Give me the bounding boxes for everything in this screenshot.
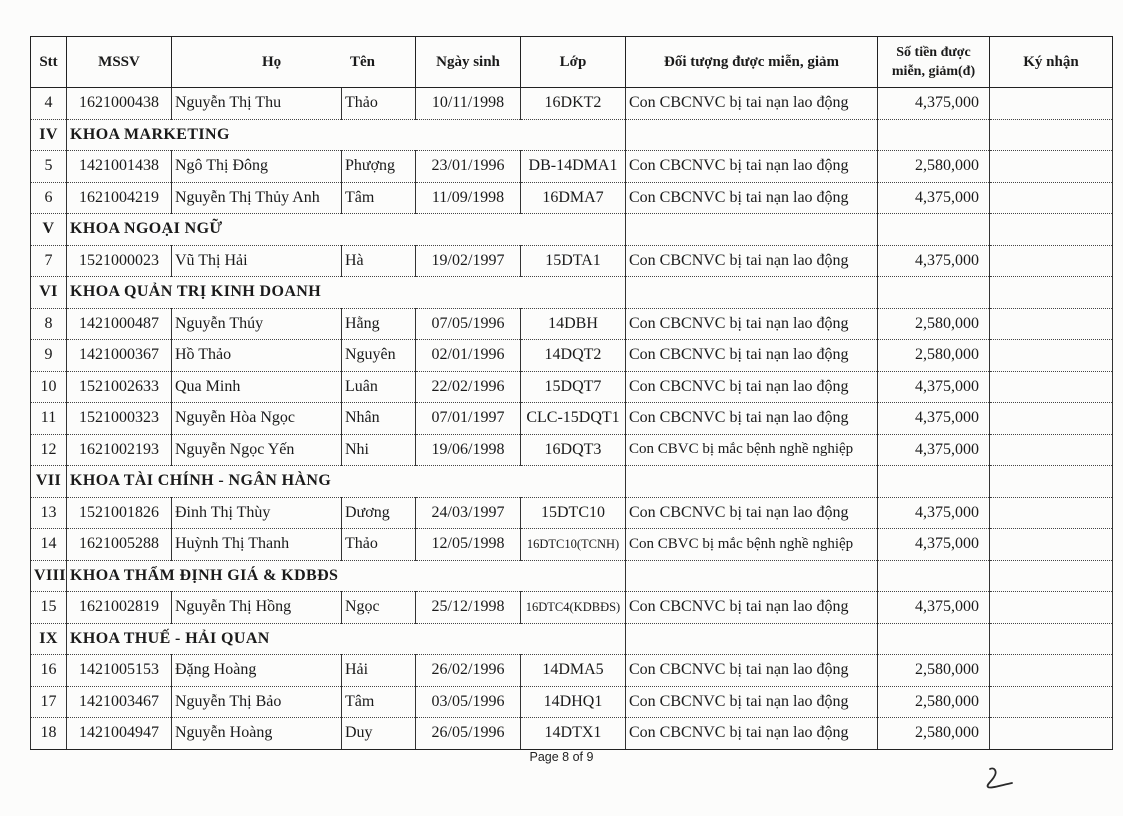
cell-empty <box>990 560 1113 592</box>
cell-ho: Nguyễn Hoàng <box>172 718 342 750</box>
cell-lop: 14DTX1 <box>521 718 626 750</box>
cell-empty <box>626 623 878 655</box>
cell-lop: 16DQT3 <box>521 434 626 466</box>
table-row <box>31 88 1113 120</box>
table-row <box>31 245 1113 277</box>
header-stt: Stt <box>31 37 67 88</box>
cell-empty <box>878 214 990 246</box>
header-sotien-line2: miễn, giảm(đ) <box>891 64 976 79</box>
cell-lop: 14DQT2 <box>521 340 626 372</box>
cell-stt: 6 <box>31 182 67 214</box>
cell-mssv: 1421003467 <box>67 686 172 718</box>
section-row <box>31 466 1113 498</box>
cell-empty <box>878 623 990 655</box>
signature-mark <box>980 765 1020 795</box>
cell-sotien: 4,375,000 <box>878 497 990 529</box>
cell-stt: 12 <box>31 434 67 466</box>
cell-ho: Nguyễn Hòa Ngọc <box>172 403 342 435</box>
cell-stt: 11 <box>31 403 67 435</box>
cell-ngaysinh: 26/05/1996 <box>416 718 521 750</box>
header-ho-ten <box>172 37 416 88</box>
cell-ngaysinh: 26/02/1996 <box>416 655 521 687</box>
cell-ten: Nguyên <box>342 340 416 372</box>
cell-stt: 13 <box>31 497 67 529</box>
cell-lop: 14DMA5 <box>521 655 626 687</box>
table-row <box>31 308 1113 340</box>
cell-stt: 9 <box>31 340 67 372</box>
cell-doituong: Con CBCNVC bị tai nạn lao động <box>626 340 878 372</box>
cell-kynhan <box>990 655 1113 687</box>
header-sotien <box>878 37 990 88</box>
cell-ngaysinh: 25/12/1998 <box>416 592 521 624</box>
cell-mssv: 1421001438 <box>67 151 172 183</box>
section-title: KHOA THẨM ĐỊNH GIÁ & KDBĐS <box>67 560 521 592</box>
section-number: VI <box>31 277 67 309</box>
cell-doituong: Con CBCNVC bị tai nạn lao động <box>626 592 878 624</box>
section-title: KHOA THUẾ - HẢI QUAN <box>67 623 521 655</box>
table-row <box>31 371 1113 403</box>
cell-lop: 15DQT7 <box>521 371 626 403</box>
cell-kynhan <box>990 497 1113 529</box>
cell-empty <box>990 214 1113 246</box>
table-row <box>31 403 1113 435</box>
cell-doituong: Con CBCNVC bị tai nạn lao động <box>626 182 878 214</box>
header-mssv: MSSV <box>67 37 172 88</box>
section-number: VII <box>31 466 67 498</box>
header-ngaysinh: Ngày sinh <box>416 37 521 88</box>
cell-ngaysinh: 11/09/1998 <box>416 182 521 214</box>
cell-doituong: Con CBCNVC bị tai nạn lao động <box>626 718 878 750</box>
cell-empty <box>626 560 878 592</box>
cell-mssv: 1621005288 <box>67 529 172 561</box>
cell-ho: Đặng Hoàng <box>172 655 342 687</box>
cell-ho: Huỳnh Thị Thanh <box>172 529 342 561</box>
table-row <box>31 718 1113 750</box>
cell-mssv: 1621002819 <box>67 592 172 624</box>
cell-empty <box>990 466 1113 498</box>
cell-doituong: Con CBCNVC bị tai nạn lao động <box>626 403 878 435</box>
table-row <box>31 497 1113 529</box>
cell-doituong: Con CBCNVC bị tai nạn lao động <box>626 245 878 277</box>
cell-empty <box>521 277 626 309</box>
cell-mssv: 1421000367 <box>67 340 172 372</box>
table-header-row <box>31 37 1113 88</box>
cell-sotien: 4,375,000 <box>878 371 990 403</box>
cell-ten: Hải <box>342 655 416 687</box>
cell-mssv: 1521000323 <box>67 403 172 435</box>
cell-empty <box>521 560 626 592</box>
section-row <box>31 214 1113 246</box>
cell-sotien: 4,375,000 <box>878 182 990 214</box>
cell-lop: 15DTA1 <box>521 245 626 277</box>
cell-kynhan <box>990 371 1113 403</box>
table-row <box>31 655 1113 687</box>
cell-kynhan <box>990 308 1113 340</box>
cell-doituong: Con CBVC bị mắc bệnh nghề nghiệp <box>626 434 878 466</box>
cell-lop: CLC-15DQT1 <box>521 403 626 435</box>
cell-ten: Phượng <box>342 151 416 183</box>
cell-ngaysinh: 10/11/1998 <box>416 88 521 120</box>
cell-kynhan <box>990 182 1113 214</box>
cell-ngaysinh: 19/02/1997 <box>416 245 521 277</box>
cell-kynhan <box>990 718 1113 750</box>
cell-empty <box>521 119 626 151</box>
cell-doituong: Con CBCNVC bị tai nạn lao động <box>626 371 878 403</box>
cell-kynhan <box>990 592 1113 624</box>
cell-ten: Hằng <box>342 308 416 340</box>
cell-doituong: Con CBCNVC bị tai nạn lao động <box>626 686 878 718</box>
cell-stt: 10 <box>31 371 67 403</box>
cell-ngaysinh: 22/02/1996 <box>416 371 521 403</box>
cell-doituong: Con CBCNVC bị tai nạn lao động <box>626 655 878 687</box>
cell-stt: 18 <box>31 718 67 750</box>
header-ten: Tên <box>349 53 375 70</box>
cell-sotien: 4,375,000 <box>878 245 990 277</box>
cell-ten: Thảo <box>342 88 416 120</box>
cell-sotien: 4,375,000 <box>878 88 990 120</box>
cell-ngaysinh: 24/03/1997 <box>416 497 521 529</box>
table-body <box>31 88 1113 750</box>
section-row <box>31 119 1113 151</box>
cell-mssv: 1621000438 <box>67 88 172 120</box>
cell-kynhan <box>990 340 1113 372</box>
cell-ho: Vũ Thị Hải <box>172 245 342 277</box>
cell-ten: Thảo <box>342 529 416 561</box>
cell-empty <box>626 119 878 151</box>
cell-mssv: 1621004219 <box>67 182 172 214</box>
cell-ho: Đinh Thị Thùy <box>172 497 342 529</box>
cell-ho: Nguyễn Ngọc Yến <box>172 434 342 466</box>
page-number: Page 8 of 9 <box>529 750 594 764</box>
section-title: KHOA NGOẠI NGỮ <box>67 214 521 246</box>
section-title: KHOA MARKETING <box>67 119 521 151</box>
cell-ngaysinh: 07/05/1996 <box>416 308 521 340</box>
cell-doituong: Con CBCNVC bị tai nạn lao động <box>626 308 878 340</box>
cell-empty <box>878 119 990 151</box>
cell-empty <box>878 466 990 498</box>
cell-empty <box>878 560 990 592</box>
cell-ngaysinh: 03/05/1996 <box>416 686 521 718</box>
cell-lop: 14DBH <box>521 308 626 340</box>
cell-ho: Hồ Thảo <box>172 340 342 372</box>
cell-ho: Qua Minh <box>172 371 342 403</box>
cell-empty <box>990 119 1113 151</box>
table-row <box>31 686 1113 718</box>
cell-mssv: 1521001826 <box>67 497 172 529</box>
cell-ho: Ngô Thị Đông <box>172 151 342 183</box>
section-row <box>31 623 1113 655</box>
header-lop: Lớp <box>521 37 626 88</box>
cell-doituong: Con CBVC bị mắc bệnh nghề nghiệp <box>626 529 878 561</box>
cell-mssv: 1421005153 <box>67 655 172 687</box>
cell-lop: 14DHQ1 <box>521 686 626 718</box>
cell-ten: Ngọc <box>342 592 416 624</box>
cell-ngaysinh: 07/01/1997 <box>416 403 521 435</box>
cell-stt: 14 <box>31 529 67 561</box>
cell-ten: Nhi <box>342 434 416 466</box>
cell-empty <box>626 277 878 309</box>
cell-sotien: 4,375,000 <box>878 434 990 466</box>
cell-ten: Dương <box>342 497 416 529</box>
cell-empty <box>521 466 626 498</box>
cell-ho: Nguyễn Thị Hồng <box>172 592 342 624</box>
cell-stt: 17 <box>31 686 67 718</box>
cell-empty <box>521 623 626 655</box>
header-ho: Họ <box>262 53 282 70</box>
cell-sotien: 4,375,000 <box>878 529 990 561</box>
cell-stt: 15 <box>31 592 67 624</box>
cell-sotien: 2,580,000 <box>878 686 990 718</box>
section-title: KHOA QUẢN TRỊ KINH DOANH <box>67 277 521 309</box>
section-title: KHOA TÀI CHÍNH - NGÂN HÀNG <box>67 466 521 498</box>
section-number: VIII <box>31 560 67 592</box>
cell-empty <box>990 277 1113 309</box>
cell-stt: 7 <box>31 245 67 277</box>
header-doituong: Đối tượng được miễn, giảm <box>626 37 878 88</box>
cell-doituong: Con CBCNVC bị tai nạn lao động <box>626 151 878 183</box>
cell-mssv: 1521002633 <box>67 371 172 403</box>
cell-empty <box>626 214 878 246</box>
cell-kynhan <box>990 245 1113 277</box>
cell-empty <box>626 466 878 498</box>
cell-ten: Luân <box>342 371 416 403</box>
cell-mssv: 1421000487 <box>67 308 172 340</box>
cell-ho: Nguyễn Thị Thu <box>172 88 342 120</box>
cell-lop: 16DTC4(KDBĐS) <box>521 592 626 624</box>
table-row <box>31 529 1113 561</box>
table-row <box>31 182 1113 214</box>
cell-lop: 15DTC10 <box>521 497 626 529</box>
cell-ngaysinh: 12/05/1998 <box>416 529 521 561</box>
cell-mssv: 1621002193 <box>67 434 172 466</box>
cell-kynhan <box>990 529 1113 561</box>
cell-kynhan <box>990 686 1113 718</box>
cell-stt: 16 <box>31 655 67 687</box>
cell-sotien: 2,580,000 <box>878 655 990 687</box>
section-row <box>31 277 1113 309</box>
cell-kynhan <box>990 403 1113 435</box>
cell-ten: Nhân <box>342 403 416 435</box>
table-row <box>31 151 1113 183</box>
cell-ho: Nguyễn Thúy <box>172 308 342 340</box>
cell-sotien: 4,375,000 <box>878 592 990 624</box>
cell-ngaysinh: 23/01/1996 <box>416 151 521 183</box>
cell-sotien: 4,375,000 <box>878 403 990 435</box>
table-row <box>31 434 1113 466</box>
cell-kynhan <box>990 88 1113 120</box>
cell-ho: Nguyễn Thị Bảo <box>172 686 342 718</box>
cell-mssv: 1521000023 <box>67 245 172 277</box>
cell-lop: 16DTC10(TCNH) <box>521 529 626 561</box>
header-sotien-line1: Số tiền được <box>896 45 971 60</box>
cell-sotien: 2,580,000 <box>878 308 990 340</box>
cell-stt: 5 <box>31 151 67 183</box>
cell-ten: Tâm <box>342 182 416 214</box>
section-number: IX <box>31 623 67 655</box>
cell-lop: DB-14DMA1 <box>521 151 626 183</box>
header-kynhan: Ký nhận <box>990 37 1113 88</box>
student-fee-table <box>30 36 1113 750</box>
cell-empty <box>521 214 626 246</box>
cell-ngaysinh: 19/06/1998 <box>416 434 521 466</box>
cell-mssv: 1421004947 <box>67 718 172 750</box>
cell-doituong: Con CBCNVC bị tai nạn lao động <box>626 88 878 120</box>
table-row <box>31 340 1113 372</box>
section-number: V <box>31 214 67 246</box>
cell-kynhan <box>990 151 1113 183</box>
cell-sotien: 2,580,000 <box>878 151 990 183</box>
cell-sotien: 2,580,000 <box>878 718 990 750</box>
section-number: IV <box>31 119 67 151</box>
table-row <box>31 592 1113 624</box>
cell-stt: 4 <box>31 88 67 120</box>
cell-empty <box>990 623 1113 655</box>
cell-ten: Duy <box>342 718 416 750</box>
cell-ho: Nguyễn Thị Thủy Anh <box>172 182 342 214</box>
cell-empty <box>878 277 990 309</box>
section-row <box>31 560 1113 592</box>
cell-ngaysinh: 02/01/1996 <box>416 340 521 372</box>
cell-ten: Hà <box>342 245 416 277</box>
cell-doituong: Con CBCNVC bị tai nạn lao động <box>626 497 878 529</box>
cell-lop: 16DMA7 <box>521 182 626 214</box>
cell-sotien: 2,580,000 <box>878 340 990 372</box>
cell-kynhan <box>990 434 1113 466</box>
cell-lop: 16DKT2 <box>521 88 626 120</box>
cell-stt: 8 <box>31 308 67 340</box>
cell-ten: Tâm <box>342 686 416 718</box>
